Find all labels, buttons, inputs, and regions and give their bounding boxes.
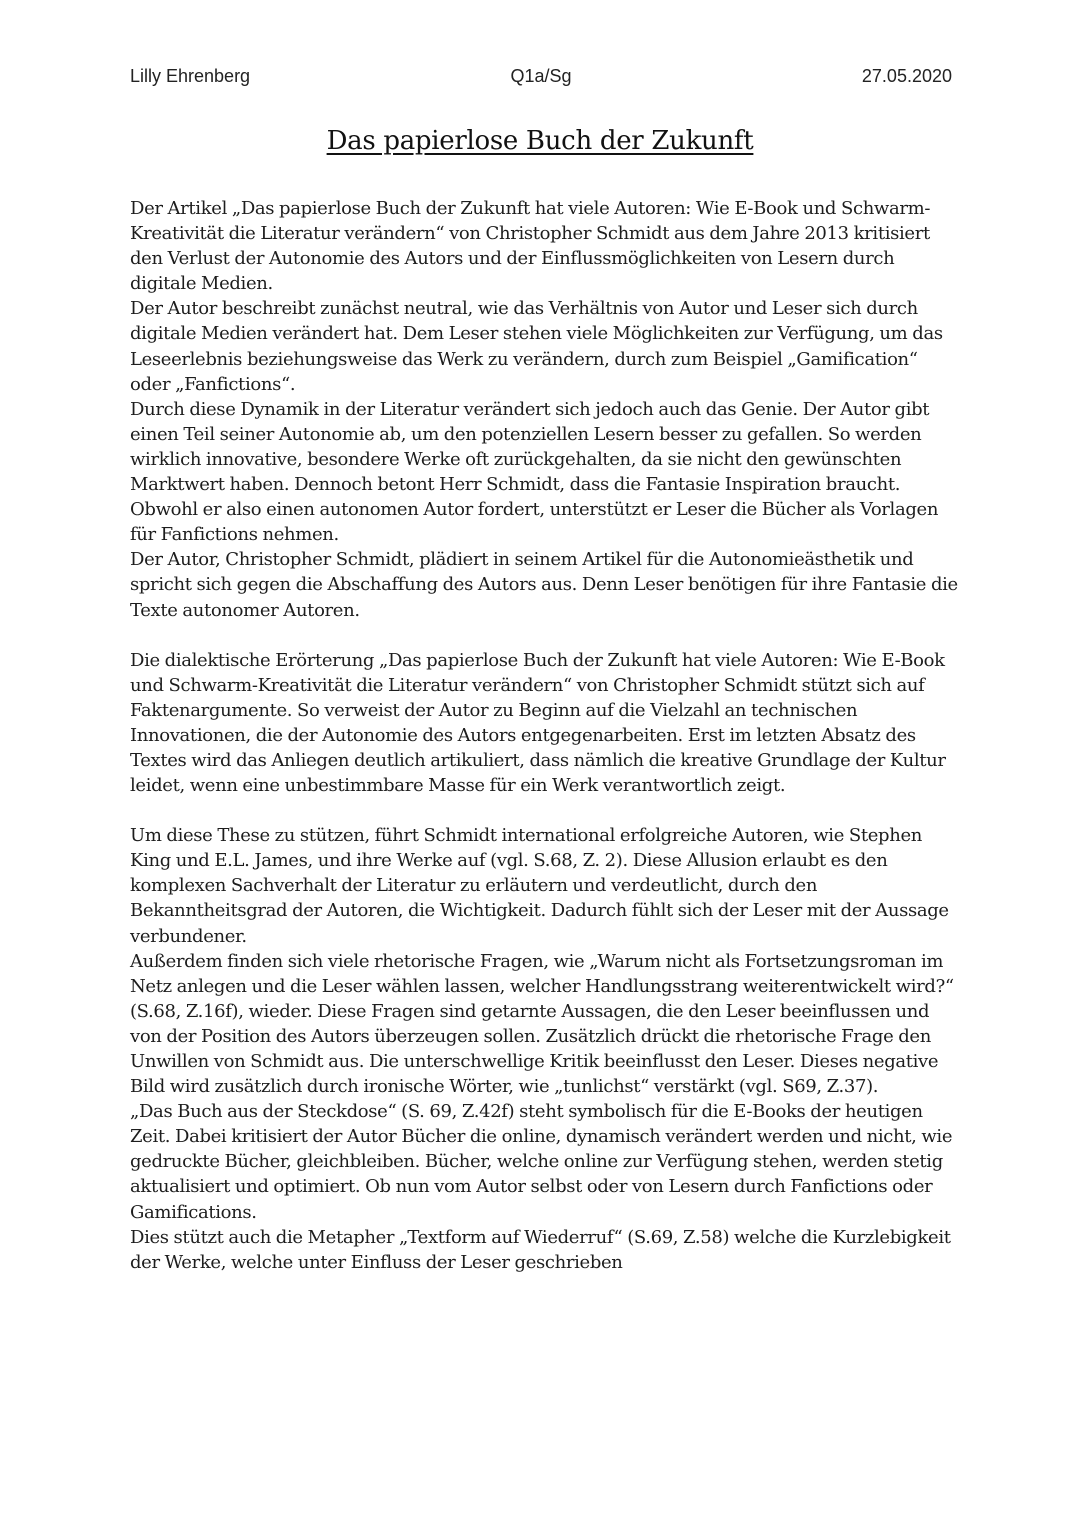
- paragraph: Durch diese Dynamik in der Literatur verändert sich jedoch auch das Genie. Der Autor gibt einen Teil seiner Autonomie ab, um den potenziellen Lesern besser zu gefallen. So werden wirklich innovative, besondere Werke oft zurückgehalten, da sie nicht den gewünschten Marktwert haben. Dennoch betont Herr Schmidt, dass die Fantasie Inspiration braucht.: [130, 398, 930, 496]
- paragraph: Der Autor, Christopher Schmidt, plädiert in seinem Artikel für die Autonomieästhetik und spricht sich gegen die Abschaffung des Autors aus. Denn Leser benötigen für ihre Fantasie die Texte autonomer Autoren.: [130, 549, 958, 621]
- paragraph: Der Artikel „Das papierlose Buch der Zukunft hat viele Autoren: Wie E-Book und Schwarm-Kreativität die Literatur verändern“ von Christopher Schmidt aus dem Jahre 2013 kritisiert den Verlust der Autonomie des Autors und der Einflussmöglichkeiten von Lesern durch digitale Medien.: [130, 198, 931, 295]
- page-header: [130, 66, 952, 92]
- paragraph: Obwohl er also einen autonomen Autor fordert, unterstützt er Leser die Bücher als Vorlagen für Fanfictions nehmen.: [130, 499, 939, 546]
- document-title: Das papierlose Buch der Zukunft: [326, 126, 754, 156]
- header-class: Q1a/Sg: [510, 66, 572, 86]
- header-date: 27.05.2020: [861, 66, 952, 86]
- paragraph: Dies stützt auch die Metapher „Textform auf Wiederruf“ (S.69, Z.58) welche die Kurzlebigkeit der Werke, welche unter Einfluss der Leser geschrieben: [130, 1226, 951, 1273]
- paragraph: „Das Buch aus der Steckdose“ (S. 69, Z.42f) steht symbolisch für die E-Books der heutigen Zeit. Dabei kritisiert der Autor Bücher die online, dynamisch verändert werden und nicht, wie gedruckte Bücher, gleichbleiben. Bücher, welche online zur Verfügung stehen, werden stetig aktualisiert und optimiert. Ob nun vom Autor selbst oder von Lesern durch Fanfictions oder Gamifications.: [130, 1101, 953, 1223]
- header-author: Lilly Ehrenberg: [130, 66, 251, 86]
- document-body: [130, 196, 960, 1275]
- paragraph: Um diese These zu stützen, führt Schmidt international erfolgreiche Autoren, wie Stephen King und E.L. James, und ihre Werke auf (vgl. S.68, Z. 2). Diese Allusion erlaubt es den komplexen Sachverhalt der Literatur zu erläutern und verdeutlicht, durch den Bekanntheitsgrad der Autoren, die Wichtigkeit. Dadurch fühlt sich der Leser mit der Aussage verbundener.: [130, 825, 949, 947]
- paragraph: Der Autor beschreibt zunächst neutral, wie das Verhältnis von Autor und Leser sich durch digitale Medien verändert hat. Dem Leser stehen viele Möglichkeiten zur Verfügung, um das Leseerlebnis beziehungsweise das Werk zu verändern, durch zum Beispiel „Gamification“ oder „Fanfictions“.: [130, 298, 943, 395]
- paragraph: Außerdem finden sich viele rhetorische Fragen, wie „Warum nicht als Fortsetzungsroman im Netz anlegen und die Leser wählen lassen, welcher Handlungsstrang weiterentwickelt wird?“ (S.68, Z.16f), wieder. Diese Fragen sind getarnte Aussagen, die den Leser beeinflussen und von der Position des Autors überzeugen sollen. Zusätzlich drückt die rhetorische Frage den Unwillen von Schmidt aus. Die unterschwellige Kritik beeinflusst den Leser. Dieses negative Bild wird zusätzlich durch ironische Wörter, wie „tunlichst“ verstärkt (vgl. S69, Z.37).: [130, 950, 954, 1098]
- paragraph: Die dialektische Erörterung „Das papierlose Buch der Zukunft hat viele Autoren: Wie E-Book und Schwarm-Kreativität die Literatur verändern“ von Christopher Schmidt stützt sich auf Faktenargumente. So verweist der Autor zu Beginn auf die Vielzahl an technischen Innovationen, die der Autonomie des Autors entgegenarbeiten. Erst im letzten Absatz des Textes wird das Anliegen deutlich artikuliert, dass nämlich die kreative Grundlage der Kultur leidet, wenn eine unbestimmbare Masse für ein Werk verantwortlich zeigt.: [130, 649, 946, 797]
